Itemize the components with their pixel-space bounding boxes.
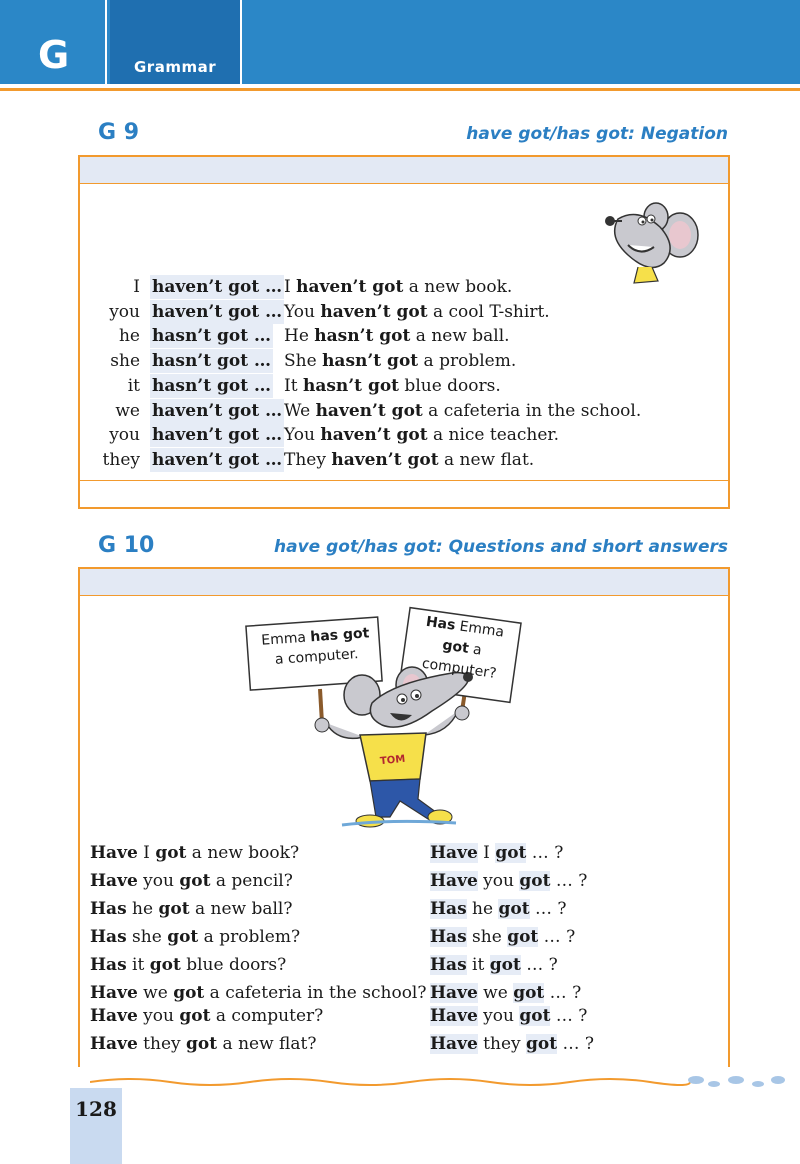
right-sign-line3: computer?: [420, 655, 498, 682]
pronoun: she: [110, 351, 140, 372]
table-row: [82, 349, 702, 373]
example-end: a problem.: [418, 351, 517, 372]
question-rest: a computer?: [210, 1006, 324, 1026]
question-subject: I: [137, 843, 156, 863]
answer-got: got: [495, 843, 527, 863]
example-start: I: [284, 277, 297, 297]
question: [90, 897, 292, 921]
example-start: They: [284, 449, 332, 470]
answer-got: got: [498, 899, 530, 919]
answer-aux: Have: [430, 843, 478, 863]
question-subject: we: [137, 983, 174, 1003]
example-sentence: [284, 448, 534, 472]
example-sentence: [284, 324, 510, 348]
table-row: [82, 324, 702, 348]
example-verb: haven’t got: [296, 277, 404, 297]
pronoun: you: [109, 301, 140, 322]
question-subject: you: [137, 1006, 180, 1026]
answer-subject: they: [477, 1034, 527, 1054]
g10-top-band: [80, 569, 728, 596]
verb-form: hasn’t got …: [152, 375, 271, 396]
question-got: got: [158, 899, 190, 919]
example-end: blue doors.: [399, 375, 501, 396]
answer-got: got: [507, 927, 539, 947]
example-verb: haven’t got: [320, 425, 428, 446]
answer-rest: … ?: [544, 983, 582, 1003]
footer-wave: [90, 1072, 790, 1092]
pronoun: he: [118, 326, 140, 347]
question-aux: Has: [90, 955, 127, 975]
verb-form: hasn’t got …: [152, 326, 271, 347]
example-start: He: [284, 326, 315, 347]
question-aux: Has: [90, 899, 127, 919]
example-start: We: [284, 400, 316, 421]
g9-bottom-band: [80, 480, 728, 507]
example-end: a cool T-shirt.: [427, 301, 550, 322]
answer-rest: … ?: [557, 1034, 595, 1054]
left-sign-line2: a computer.: [274, 646, 360, 668]
answer-aux: Have: [430, 1006, 478, 1026]
question-rest: a cafeteria in the school?: [204, 983, 427, 1003]
question-rest: a new book?: [186, 843, 300, 863]
question-aux: Has: [90, 927, 127, 947]
question-rest: a new flat?: [217, 1034, 317, 1054]
answer-aux: Has: [430, 899, 467, 919]
question-got: got: [167, 927, 199, 947]
example-verb: haven’t got: [331, 449, 439, 470]
table-row: [82, 374, 702, 398]
g10-question-table: [90, 841, 720, 1061]
answer-got: got: [519, 871, 551, 891]
question: [90, 981, 426, 1005]
question: [90, 1004, 323, 1028]
example-start: You: [284, 425, 321, 446]
question-subject: she: [126, 927, 168, 947]
answer-subject: you: [477, 1006, 520, 1026]
answer-rest: … ?: [520, 955, 558, 975]
short-answer-pattern: [430, 925, 575, 949]
short-answer-pattern: [430, 953, 558, 977]
verb-form: haven’t got …: [152, 449, 283, 470]
example-verb: hasn’t got: [302, 375, 400, 396]
g9-top-band: [80, 157, 728, 184]
question-got: got: [173, 983, 205, 1003]
question-subject: they: [137, 1034, 187, 1054]
answer-rest: … ?: [550, 1006, 588, 1026]
short-answer-pattern: [430, 1032, 594, 1056]
example-end: a new book.: [403, 277, 513, 297]
table-row: [82, 423, 702, 447]
answer-rest: … ?: [550, 871, 588, 891]
answer-subject: you: [477, 871, 520, 891]
question: [90, 1032, 316, 1056]
example-sentence: [284, 349, 516, 373]
example-sentence: [284, 374, 501, 398]
verb-form: haven’t got …: [152, 425, 283, 446]
right-sign-bold1: Has: [424, 613, 457, 634]
question-got: got: [179, 871, 211, 891]
answer-subject: we: [477, 983, 514, 1003]
example-end: a cafeteria in the school.: [422, 400, 642, 421]
header-divider: [105, 0, 107, 84]
example-sentence: [284, 423, 559, 447]
question-got: got: [149, 955, 181, 975]
example-end: a nice teacher.: [427, 425, 560, 446]
example-verb: haven’t got: [320, 301, 428, 322]
answer-got: got: [513, 983, 545, 1003]
question-aux: Have: [90, 871, 138, 891]
question-subject: you: [137, 871, 180, 891]
table-row: [82, 448, 702, 472]
question-aux: Have: [90, 983, 138, 1003]
example-verb: haven’t got: [315, 400, 423, 421]
header-divider: [240, 0, 242, 84]
g9-box: [78, 155, 730, 509]
answer-aux: Has: [430, 927, 467, 947]
question: [90, 841, 299, 865]
answer-got: got: [526, 1034, 558, 1054]
g9-table: [82, 275, 702, 475]
pronoun: we: [115, 400, 140, 421]
right-sign-bold2: got: [441, 637, 470, 657]
answer-got: got: [519, 1006, 551, 1026]
question-aux: Have: [90, 1034, 138, 1054]
header-title: Grammar: [134, 58, 217, 76]
verb-form: hasn’t got …: [152, 351, 271, 372]
answer-aux: Have: [430, 1034, 478, 1054]
g10-box: [78, 567, 730, 1067]
pronoun: you: [109, 425, 140, 446]
verb-form: haven’t got …: [152, 400, 283, 421]
question: [90, 925, 300, 949]
section-code-g10: G 10: [98, 533, 155, 558]
answer-rest: … ?: [538, 927, 576, 947]
question-got: got: [186, 1034, 218, 1054]
pronoun: it: [127, 375, 140, 396]
header-rule: [0, 88, 800, 91]
question-aux: Have: [90, 1006, 138, 1026]
question-rest: a new ball?: [189, 899, 293, 919]
question-subject: it: [126, 955, 150, 975]
shirt-label: TOM: [379, 753, 406, 768]
question-got: got: [179, 1006, 211, 1026]
question: [90, 869, 293, 893]
pronoun: I: [133, 277, 140, 297]
answer-got: got: [489, 955, 521, 975]
page-header: [0, 0, 800, 84]
answer-rest: … ?: [529, 899, 567, 919]
short-answer-pattern: [430, 841, 563, 865]
example-sentence: [284, 300, 550, 324]
example-start: She: [284, 351, 323, 372]
verb-form: haven’t got …: [152, 301, 283, 322]
section-title-g10: have got/has got: Questions and short answers: [274, 537, 728, 557]
example-start: It: [284, 375, 303, 396]
question-rest: a problem?: [198, 927, 301, 947]
question-rest: blue doors?: [180, 955, 287, 975]
example-verb: hasn’t got: [322, 351, 419, 372]
table-row: [82, 399, 702, 423]
example-end: a new ball.: [410, 326, 510, 347]
question-subject: he: [126, 899, 159, 919]
answer-subject: she: [466, 927, 508, 947]
example-sentence: [284, 275, 512, 299]
example-verb: hasn’t got: [314, 326, 411, 347]
answer-aux: Have: [430, 871, 478, 891]
short-answer-pattern: [430, 897, 566, 921]
answer-rest: … ?: [526, 843, 564, 863]
example-end: a new flat.: [438, 449, 535, 470]
left-sign-pre: Emma: [260, 629, 311, 649]
answer-subject: it: [466, 955, 490, 975]
short-answer-pattern: [430, 869, 587, 893]
question-rest: a pencil?: [210, 871, 293, 891]
answer-subject: I: [477, 843, 496, 863]
answer-subject: he: [466, 899, 499, 919]
right-sign-post1: Emma: [454, 617, 506, 641]
right-sign-post2: a: [467, 641, 483, 659]
answer-aux: Have: [430, 983, 478, 1003]
header-letter: G: [38, 33, 70, 77]
question: [90, 953, 286, 977]
section-title-g9: have got/has got: Negation: [466, 124, 728, 144]
page-number: 128: [75, 1097, 117, 1121]
table-row: [82, 300, 702, 324]
table-row: [82, 275, 702, 299]
question-got: got: [155, 843, 187, 863]
verb-form: haven’t got …: [152, 277, 283, 297]
short-answer-pattern: [430, 1004, 587, 1028]
section-code-g9: G 9: [98, 120, 140, 145]
question-aux: Have: [90, 843, 138, 863]
example-start: You: [284, 301, 321, 322]
answer-aux: Has: [430, 955, 467, 975]
short-answer-pattern: [430, 981, 581, 1005]
pronoun: they: [102, 449, 140, 470]
example-sentence: [284, 399, 641, 423]
left-sign-bold: has got: [309, 625, 370, 646]
